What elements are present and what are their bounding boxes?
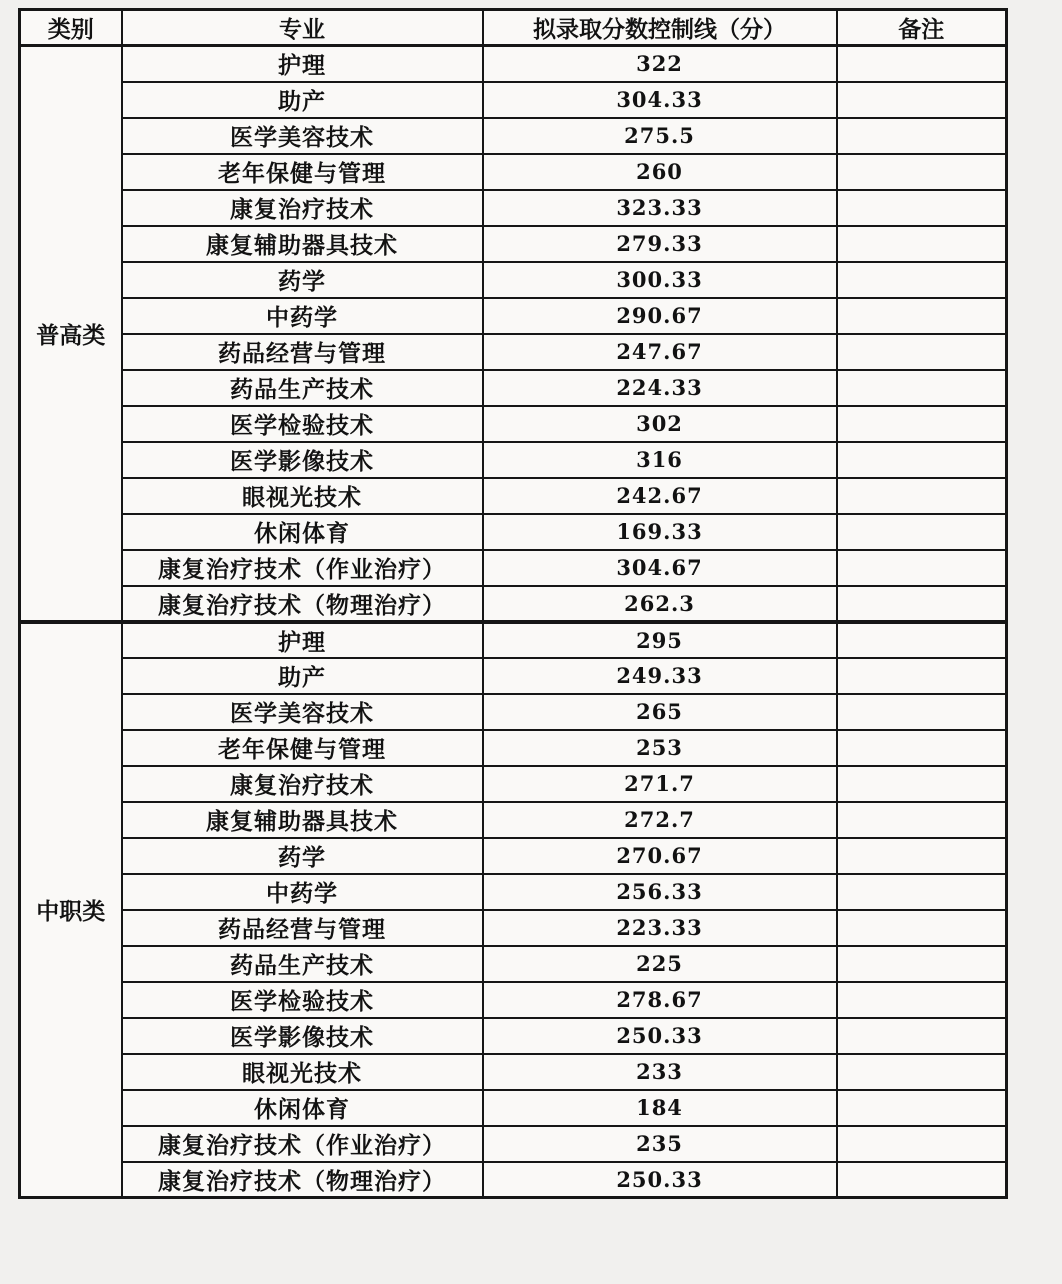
score-cell: 224.33 xyxy=(483,370,837,406)
score-table xyxy=(18,8,1008,1199)
score-cell: 260 xyxy=(483,154,837,190)
major-cell: 康复治疗技术（作业治疗） xyxy=(122,550,483,586)
table-row xyxy=(20,694,1007,730)
remark-cell xyxy=(837,550,1007,586)
score-cell: 323.33 xyxy=(483,190,837,226)
remark-cell xyxy=(837,370,1007,406)
remark-cell xyxy=(837,118,1007,154)
remark-cell xyxy=(837,982,1007,1018)
major-cell: 中药学 xyxy=(122,298,483,334)
score-cell: 300.33 xyxy=(483,262,837,298)
score-cell: 247.67 xyxy=(483,334,837,370)
remark-cell xyxy=(837,478,1007,514)
table-row xyxy=(20,586,1007,622)
table-row xyxy=(20,118,1007,154)
remark-cell xyxy=(837,874,1007,910)
table-row xyxy=(20,406,1007,442)
remark-cell xyxy=(837,334,1007,370)
remark-cell xyxy=(837,910,1007,946)
major-cell: 眼视光技术 xyxy=(122,1054,483,1090)
remark-cell xyxy=(837,1054,1007,1090)
score-cell: 295 xyxy=(483,622,837,658)
major-cell: 药品经营与管理 xyxy=(122,334,483,370)
table-header xyxy=(20,10,1007,46)
major-cell: 医学影像技术 xyxy=(122,442,483,478)
table-row xyxy=(20,1162,1007,1198)
remark-cell xyxy=(837,766,1007,802)
category-cell: 普高类 xyxy=(20,46,122,622)
major-cell: 药品经营与管理 xyxy=(122,910,483,946)
table-body xyxy=(20,46,1007,1198)
major-cell: 休闲体育 xyxy=(122,514,483,550)
score-cell: 322 xyxy=(483,46,837,82)
remark-cell xyxy=(837,406,1007,442)
score-cell: 271.7 xyxy=(483,766,837,802)
table-row xyxy=(20,874,1007,910)
remark-cell xyxy=(837,1126,1007,1162)
major-cell: 药学 xyxy=(122,262,483,298)
remark-cell xyxy=(837,730,1007,766)
remark-cell xyxy=(837,658,1007,694)
score-cell: 279.33 xyxy=(483,226,837,262)
table-row xyxy=(20,370,1007,406)
header-row xyxy=(20,10,1007,46)
major-cell: 康复治疗技术 xyxy=(122,190,483,226)
major-cell: 老年保健与管理 xyxy=(122,154,483,190)
remark-cell xyxy=(837,442,1007,478)
major-cell: 康复辅助器具技术 xyxy=(122,802,483,838)
score-cell: 272.7 xyxy=(483,802,837,838)
major-cell: 康复治疗技术（作业治疗） xyxy=(122,1126,483,1162)
major-cell: 护理 xyxy=(122,46,483,82)
remark-cell xyxy=(837,802,1007,838)
remark-cell xyxy=(837,586,1007,622)
score-cell: 223.33 xyxy=(483,910,837,946)
score-cell: 225 xyxy=(483,946,837,982)
table-row xyxy=(20,154,1007,190)
remark-cell xyxy=(837,46,1007,82)
table-row xyxy=(20,946,1007,982)
major-cell: 医学检验技术 xyxy=(122,406,483,442)
score-cell: 262.3 xyxy=(483,586,837,622)
remark-cell xyxy=(837,1162,1007,1198)
major-cell: 医学美容技术 xyxy=(122,118,483,154)
remark-cell xyxy=(837,622,1007,658)
score-cell: 270.67 xyxy=(483,838,837,874)
table-row xyxy=(20,334,1007,370)
major-cell: 眼视光技术 xyxy=(122,478,483,514)
table-row xyxy=(20,910,1007,946)
table-row xyxy=(20,802,1007,838)
major-cell: 老年保健与管理 xyxy=(122,730,483,766)
score-cell: 278.67 xyxy=(483,982,837,1018)
major-cell: 医学影像技术 xyxy=(122,1018,483,1054)
table-row xyxy=(20,262,1007,298)
table-row xyxy=(20,982,1007,1018)
score-cell: 169.33 xyxy=(483,514,837,550)
remark-cell xyxy=(837,298,1007,334)
table-row xyxy=(20,478,1007,514)
major-cell: 助产 xyxy=(122,658,483,694)
major-cell: 药学 xyxy=(122,838,483,874)
category-cell: 中职类 xyxy=(20,622,122,1198)
remark-cell xyxy=(837,514,1007,550)
score-cell: 304.67 xyxy=(483,550,837,586)
major-cell: 医学美容技术 xyxy=(122,694,483,730)
table-row xyxy=(20,1126,1007,1162)
score-cell: 290.67 xyxy=(483,298,837,334)
remark-cell xyxy=(837,946,1007,982)
table-row xyxy=(20,1054,1007,1090)
major-cell: 康复治疗技术（物理治疗） xyxy=(122,1162,483,1198)
table-row xyxy=(20,514,1007,550)
table-row xyxy=(20,622,1007,658)
table-row xyxy=(20,730,1007,766)
remark-cell xyxy=(837,226,1007,262)
score-table-container xyxy=(18,8,1008,1199)
table-row xyxy=(20,658,1007,694)
score-cell: 249.33 xyxy=(483,658,837,694)
major-cell: 助产 xyxy=(122,82,483,118)
table-row xyxy=(20,766,1007,802)
score-cell: 233 xyxy=(483,1054,837,1090)
column-header-score-line: 拟录取分数控制线（分） xyxy=(483,10,837,46)
major-cell: 药品生产技术 xyxy=(122,946,483,982)
score-cell: 250.33 xyxy=(483,1162,837,1198)
score-cell: 256.33 xyxy=(483,874,837,910)
score-cell: 304.33 xyxy=(483,82,837,118)
remark-cell xyxy=(837,694,1007,730)
major-cell: 医学检验技术 xyxy=(122,982,483,1018)
remark-cell xyxy=(837,154,1007,190)
score-cell: 302 xyxy=(483,406,837,442)
remark-cell xyxy=(837,1090,1007,1126)
score-cell: 242.67 xyxy=(483,478,837,514)
major-cell: 康复治疗技术 xyxy=(122,766,483,802)
major-cell: 康复辅助器具技术 xyxy=(122,226,483,262)
table-row xyxy=(20,838,1007,874)
column-header-category: 类别 xyxy=(20,10,122,46)
major-cell: 护理 xyxy=(122,622,483,658)
major-cell: 康复治疗技术（物理治疗） xyxy=(122,586,483,622)
table-row xyxy=(20,442,1007,478)
score-cell: 235 xyxy=(483,1126,837,1162)
major-cell: 药品生产技术 xyxy=(122,370,483,406)
column-header-remark: 备注 xyxy=(837,10,1007,46)
score-cell: 275.5 xyxy=(483,118,837,154)
table-row xyxy=(20,46,1007,82)
major-cell: 休闲体育 xyxy=(122,1090,483,1126)
column-header-major: 专业 xyxy=(122,10,483,46)
table-row xyxy=(20,298,1007,334)
score-cell: 253 xyxy=(483,730,837,766)
remark-cell xyxy=(837,190,1007,226)
table-row xyxy=(20,1018,1007,1054)
score-cell: 316 xyxy=(483,442,837,478)
major-cell: 中药学 xyxy=(122,874,483,910)
table-row xyxy=(20,226,1007,262)
table-row xyxy=(20,82,1007,118)
remark-cell xyxy=(837,262,1007,298)
remark-cell xyxy=(837,82,1007,118)
score-cell: 250.33 xyxy=(483,1018,837,1054)
table-row xyxy=(20,1090,1007,1126)
score-cell: 265 xyxy=(483,694,837,730)
remark-cell xyxy=(837,838,1007,874)
table-row xyxy=(20,190,1007,226)
table-row xyxy=(20,550,1007,586)
score-cell: 184 xyxy=(483,1090,837,1126)
remark-cell xyxy=(837,1018,1007,1054)
